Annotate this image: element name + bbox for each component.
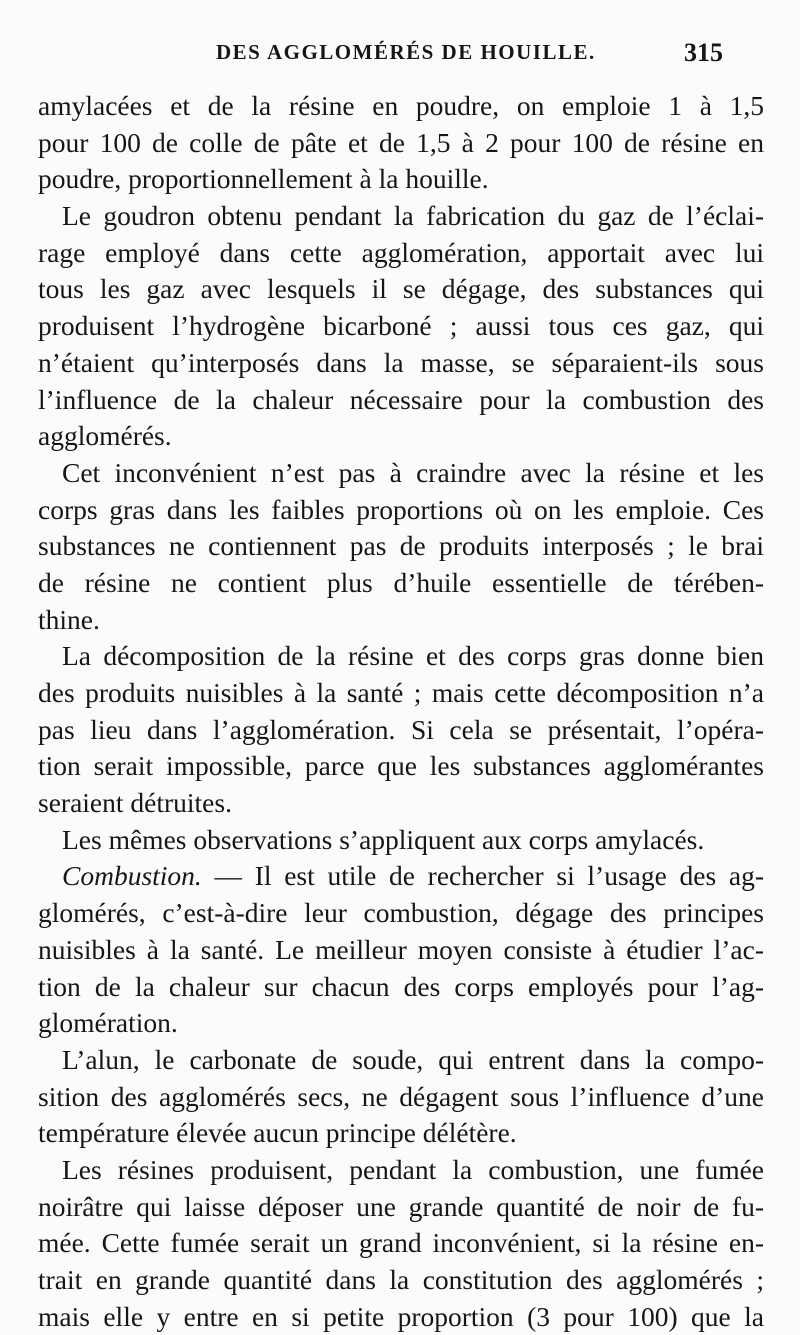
text-line	[38, 1225, 764, 1262]
line-text: poudre, proportionnellement à la houille.	[38, 163, 489, 195]
text-line	[38, 1042, 764, 1079]
line-text: — Il est utile de rechercher si l’usage des ag-	[201, 860, 764, 892]
line-text: Cet inconvénient n’est pas à craindre avec la résine et les	[62, 456, 764, 488]
text-line	[38, 638, 764, 675]
line-text: pour 100 de colle de pâte et de 1,5 à 2 pour 100 de résine en	[38, 126, 764, 158]
line-text: tion serait impossible, parce que les substances agglomérantes	[38, 750, 764, 782]
text-line	[38, 455, 764, 492]
text-line	[38, 308, 764, 345]
line-text: mais elle y entre en si petite proportion (3 pour 100) que la	[38, 1300, 764, 1332]
line-text: L’alun, le carbonate de soude, qui entrent dans la compo-	[62, 1043, 764, 1075]
page-number: 315	[684, 38, 723, 67]
text-line	[38, 858, 764, 895]
text-line	[38, 235, 764, 272]
running-head	[0, 38, 800, 68]
text-line	[38, 528, 764, 565]
line-text: l’influence de la chaleur nécessaire pour la combustion des	[38, 383, 764, 415]
text-line	[38, 1005, 764, 1042]
line-text: tion de la chaleur sur chacun des corps employés pour l’ag-	[38, 970, 764, 1002]
line-text: des produits nuisibles à la santé ; mais cette décomposition n’a	[38, 677, 764, 708]
text-line	[38, 1189, 764, 1226]
text-line	[38, 161, 764, 198]
text-line	[38, 492, 764, 529]
line-text: glomérés, c’est-à-dire leur combustion, dégage des principes	[38, 897, 764, 929]
text-line	[38, 1152, 764, 1189]
line-text: produisent l’hydrogène bicarboné ; aussi tous ces gaz, qui	[38, 310, 764, 342]
line-text: Les mêmes observations s’appliquent aux corps amylacés.	[62, 823, 705, 855]
text-line	[38, 565, 764, 602]
text-line	[38, 969, 764, 1006]
text-line	[38, 822, 764, 859]
line-text: tous les gaz avec lesquels il se dégage, des substances qui	[38, 273, 764, 305]
text-line	[38, 418, 764, 455]
line-text: température élevée aucun principe délétère.	[38, 1117, 517, 1149]
line-text: rage employé dans cette agglomération, apportait avec lui	[38, 236, 764, 268]
text-line	[38, 1115, 764, 1152]
running-title: DES AGGLOMÉRÉS DE HOUILLE.	[216, 40, 596, 64]
line-text: pas lieu dans l’agglomération. Si cela se présentait, l’opéra-	[38, 713, 764, 745]
text-line	[38, 748, 764, 785]
line-text: de résine ne contient plus d’huile essentielle de térében-	[38, 566, 764, 598]
text-line	[38, 125, 764, 162]
text-line	[38, 345, 764, 382]
line-text: sition des agglomérés secs, ne dégagent sous l’influence d’une	[38, 1080, 764, 1112]
text-line	[38, 382, 764, 419]
text-line	[38, 1262, 764, 1299]
line-text: glomération.	[38, 1007, 178, 1039]
text-line	[38, 932, 764, 969]
line-text: nuisibles à la santé. Le meilleur moyen consiste à étudier l’ac-	[38, 933, 764, 965]
line-text: substances ne contiennent pas de produits interposés ; le brai	[38, 530, 764, 562]
text-line	[38, 602, 764, 639]
text-line	[38, 1079, 764, 1116]
text-line	[38, 88, 764, 125]
text-line	[38, 198, 764, 235]
line-text: n’étaient qu’interposés dans la masse, se séparaient-ils sous	[38, 346, 764, 378]
line-text: Le goudron obtenu pendant la fabrication du gaz de l’éclai-	[62, 200, 764, 232]
body-text	[38, 88, 764, 1335]
text-line	[38, 785, 764, 822]
line-text: corps gras dans les faibles proportions où on les emploie. Ces	[38, 493, 764, 525]
section-heading: Combustion.	[62, 860, 202, 892]
line-text: thine.	[38, 603, 100, 635]
line-text: noirâtre qui laisse déposer une grande quantité de noir de fu-	[38, 1190, 764, 1222]
line-text: seraient détruites.	[38, 787, 232, 819]
text-line	[38, 712, 764, 749]
line-text: mée. Cette fumée serait un grand inconvénient, si la résine en-	[38, 1227, 764, 1259]
text-line	[38, 895, 764, 932]
text-line	[38, 675, 764, 712]
text-line	[38, 271, 764, 308]
line-text: Les résines produisent, pendant la combustion, une fumée	[62, 1153, 764, 1185]
line-text: La décomposition de la résine et des corps gras donne bien	[62, 640, 764, 672]
line-text: trait en grande quantité dans la constitution des agglomérés ;	[38, 1264, 764, 1295]
line-text: amylacées et de la résine en poudre, on emploie 1 à 1,5	[38, 90, 764, 121]
line-text: agglomérés.	[38, 420, 172, 452]
